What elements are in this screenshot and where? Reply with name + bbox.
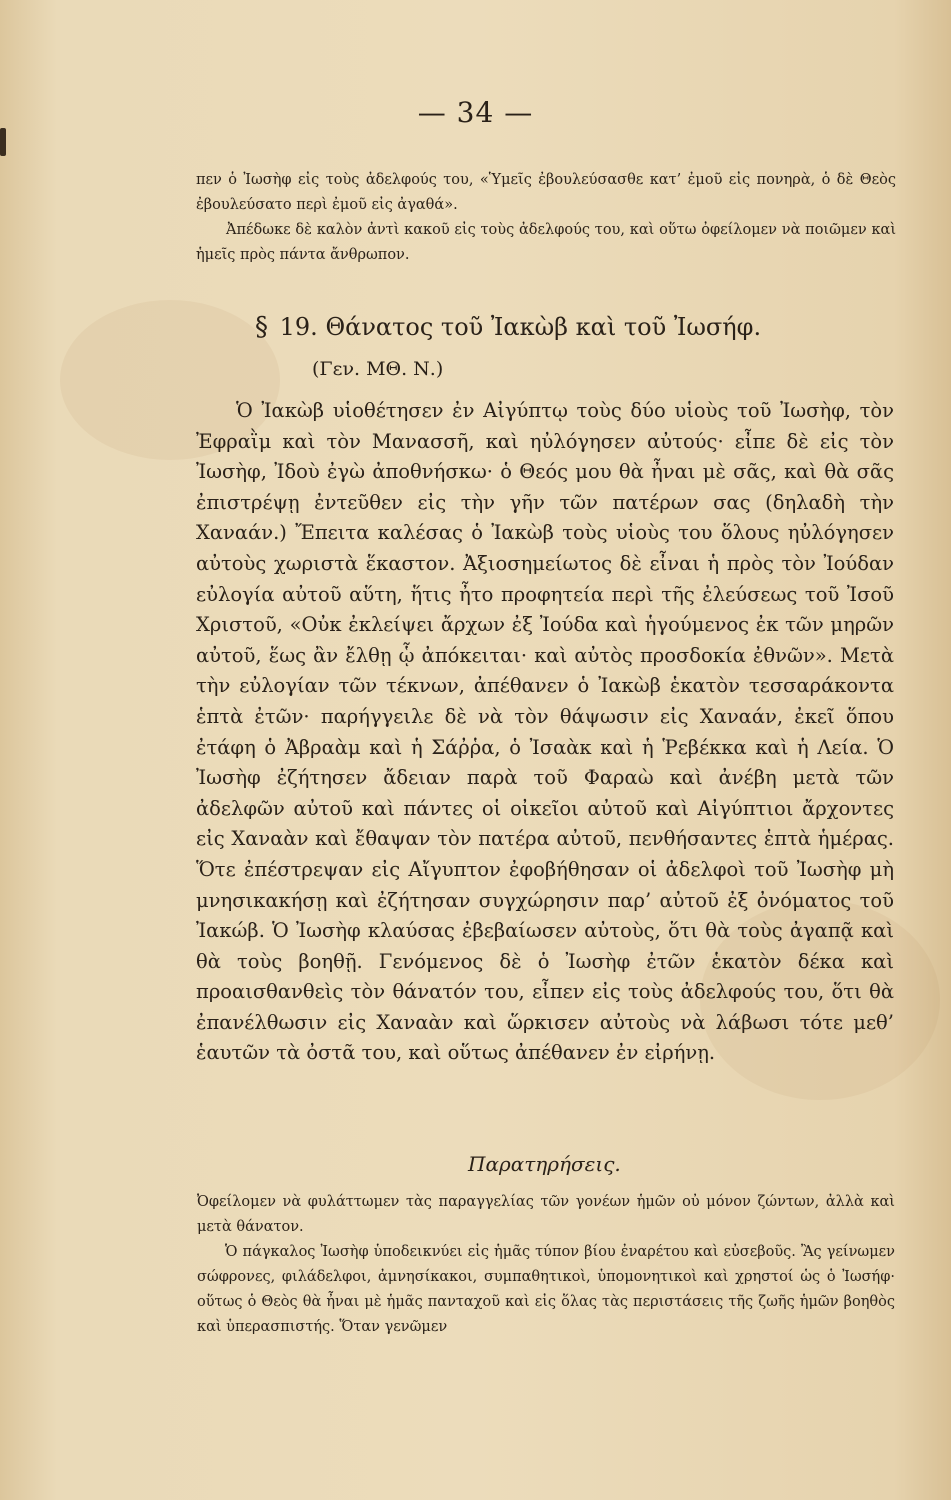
intro-paragraph: πεν ὁ Ἰωσὴφ εἰς τοὺς ἀδελφούς του, «Ὑμεῖς ἐβουλεύσασθε κατ’ ἐμοῦ εἰς πονηρὰ, ὁ δὲ Θεὸς ἐβουλεύσατο περὶ ἐμοῦ εἰς ἀγαθά». (196, 172, 896, 213)
observations-title: Παρατηρήσεις. (468, 1152, 621, 1176)
observations-text (197, 1190, 895, 1340)
page-number: — 34 — (417, 96, 534, 129)
body-paragraph: Ὁ Ἰακὼβ υἱοθέτησεν ἐν Αἰγύπτῳ τοὺς δύο υἱοὺς τοῦ Ἰωσὴφ, τὸν Ἐφραῒμ καὶ τὸν Μανασσῆ, καὶ ηὐλόγησεν αὐτούς· εἶπε δὲ εἰς τὸν Ἰωσὴφ, Ἰδοὺ ἐγὼ ἀποθνήσκω· ὁ Θεός μου θὰ ἦναι μὲ σᾶς, καὶ θὰ σᾶς ἐπιστρέψῃ ἐντεῦθεν εἰς τὴν γῆν τῶν πατέρων σας (δηλαδὴ τὴν Χαναάν.) Ἔπειτα καλέσας ὁ Ἰακὼβ τοὺς υἱοὺς του ὅλους ηὐλόγησεν αὐτοὺς χωριστὰ ἕκαστον. Ἀξιοσημείωτος δὲ εἶναι ἡ πρὸς τὸν Ἰούδαν εὐλογία αὐτοῦ αὕτη, ἥτις ἦτο προφητεία περὶ τῆς ἐλεύσεως τοῦ Ἰσοῦ Χριστοῦ, «Οὐκ ἐκλείψει ἄρχων ἐξ Ἰούδα καὶ ἡγούμενος ἐκ τῶν μηρῶν αὐτοῦ, ἕως ἂν ἔλθῃ ᾧ ἀπόκειται· καὶ αὐτὸς προσδοκία ἐθνῶν». Μετὰ τὴν εὐλογίαν τῶν τέκνων, ἀπέθανεν ὁ Ἰακὼβ ἑκατὸν τεσσαράκοντα ἑπτὰ ἐτῶν· παρήγγειλε δὲ νὰ τὸν θάψωσιν εἰς Χαναάν, ἐκεῖ ὅπου ἐτάφη ὁ Ἀβραὰμ καὶ ἡ Σάῤῥα, ὁ Ἰσαὰκ καὶ ἡ Ῥεβέκκα καὶ ἡ Λεία. Ὁ Ἰωσὴφ ἐζήτησεν ἄδειαν παρὰ τοῦ Φαραὼ καὶ ἀνέβη μετὰ τῶν ἀδελφῶν αὐτοῦ καὶ πάντες οἱ οἰκεῖοι αὐτοῦ καὶ Αἰγύπτιοι ἄρχοντες εἰς Χαναὰν καὶ ἔθαψαν τὸν πατέρα αὐτοῦ, πενθήσαντες ἑπτὰ ἡμέρας. Ὅτε ἐπέστρεψαν εἰς Αἴγυπτον ἐφοβήθησαν οἱ ἀδελφοὶ τοῦ Ἰωσὴφ μὴ μνησικακήσῃ καὶ ἐζήτησαν συγχώρησιν παρ’ αὐτοῦ ἐξ ὀνόματος τοῦ Ἰακώβ. Ὁ Ἰωσὴφ κλαύσας ἐβεβαίωσεν αὐτοὺς, ὅτι θὰ τοὺς ἀγαπᾷ καὶ θὰ τοὺς βοηθῇ. Γενόμενος δὲ ὁ Ἰωσὴφ ἐτῶν ἑκατὸν δέκα καὶ προαισθανθεὶς τὸν θάνατόν του, εἶπεν εἰς τοὺς ἀδελφούς του, ὅτι θὰ ἐπανέλθωσιν εἰς Χαναὰν καὶ ὥρκισεν αὐτοὺς νὰ λάβωσι τότε μεθ’ ἑαυτῶν τὰ ὀστᾶ του, καὶ οὕτως ἀπέθανεν ἐν εἰρήνῃ. (196, 399, 894, 1065)
observation-paragraph: Ὁ πάγκαλος Ἰωσὴφ ὑποδεικνύει εἰς ἡμᾶς τύπον βίου ἐναρέτου καὶ εὐσεβοῦς. Ἂς γείνωμεν σώφρονες, φιλάδελφοι, ἀμνησίκακοι, συμπαθητικοὶ, ὑπομονητικοὶ καὶ χρηστοί ὡς ὁ Ἰωσήφ· οὕτως ὁ Θεὸς θὰ ἦναι μὲ ἡμᾶς πανταχοῦ καὶ εἰς ὅλας τὰς περιστάσεις τῆς ζωῆς ἡμῶν βοηθὸς καὶ ὑπερασπιστής. Ὅταν γενῶμεν (197, 1244, 895, 1335)
section-reference: (Γεν. ΜΘ. Ν.) (312, 358, 444, 380)
page-edge-mark (0, 128, 6, 156)
intro-text (196, 168, 896, 268)
observation-paragraph: Ὀφείλομεν νὰ φυλάττωμεν τὰς παραγγελίας τῶν γονέων ἡμῶν οὐ μόνον ζώντων, ἀλλὰ καὶ μετὰ θάνατον. (197, 1194, 895, 1235)
main-text (196, 396, 894, 1069)
section-heading (255, 312, 761, 342)
section-symbol: § (255, 312, 268, 342)
intro-paragraph: Ἀπέδωκε δὲ καλὸν ἀντὶ κακοῦ εἰς τοὺς ἀδελφούς του, καὶ οὕτω ὀφείλομεν νὰ ποιῶμεν καὶ ἡμεῖς πρὸς πάντα ἄνθρωπον. (196, 222, 896, 263)
section-title: 19. Θάνατος τοῦ Ἰακὼβ καὶ τοῦ Ἰωσήφ. (279, 313, 762, 341)
